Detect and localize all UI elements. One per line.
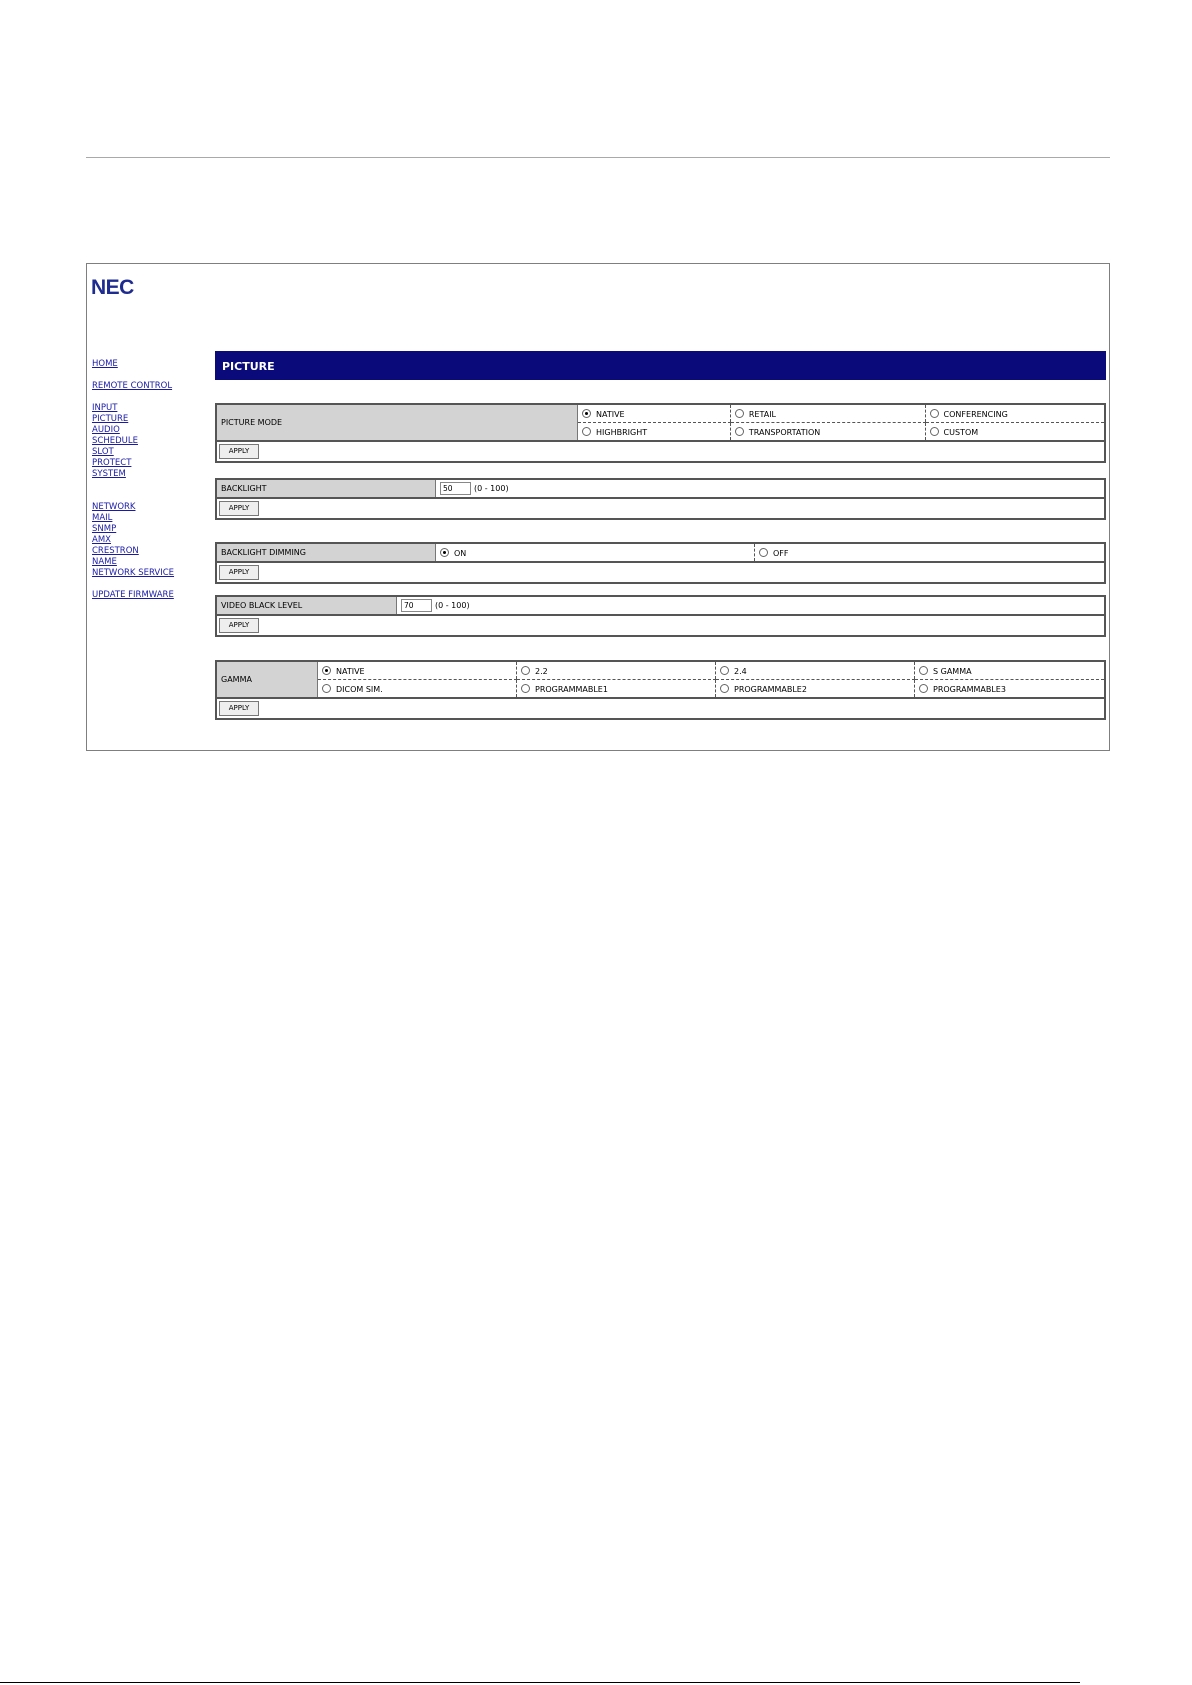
backlight-dimming-panel — [215, 542, 1106, 584]
nav-input-link[interactable]: INPUT — [92, 403, 118, 413]
gamma-option-2-2[interactable]: 2.2 — [517, 662, 716, 680]
gamma-option-programmable3[interactable]: PROGRAMMABLE3 — [915, 680, 1105, 698]
nav-slot-link[interactable]: SLOT — [92, 447, 114, 457]
video-black-level-apply-button[interactable]: APPLY — [219, 618, 259, 633]
video-black-level-label: VIDEO BLACK LEVEL — [217, 597, 397, 614]
radio-selected-icon[interactable] — [322, 666, 331, 675]
radio-selected-icon[interactable] — [440, 548, 449, 557]
nav-protect-link[interactable]: PROTECT — [92, 458, 132, 468]
nav-mail-link[interactable]: MAIL — [92, 513, 113, 523]
picture-mode-option-native[interactable]: NATIVE — [578, 405, 731, 423]
picture-mode-option-retail[interactable]: RETAIL — [730, 405, 925, 423]
backlight-dimming-option-on[interactable]: ON — [436, 544, 755, 561]
radio-icon[interactable] — [735, 427, 744, 436]
gamma-option-2-4[interactable]: 2.4 — [716, 662, 915, 680]
nav-update-firmware-link[interactable]: UPDATE FIRMWARE — [92, 590, 174, 600]
sidebar-nav — [92, 359, 212, 601]
radio-icon[interactable] — [322, 684, 331, 693]
radio-icon[interactable] — [521, 666, 530, 675]
gamma-option-s-gamma[interactable]: S GAMMA — [915, 662, 1105, 680]
backlight-panel — [215, 478, 1106, 520]
nav-system-link[interactable]: SYSTEM — [92, 469, 126, 479]
nav-remote-control-link[interactable]: REMOTE CONTROL — [92, 381, 173, 391]
video-black-level-input[interactable]: 70 — [401, 599, 432, 612]
nec-logo: NEC — [91, 276, 134, 299]
nav-network-link[interactable]: NETWORK — [92, 502, 136, 512]
web-ui-frame — [86, 263, 1110, 751]
nav-crestron-link[interactable]: CRESTRON — [92, 546, 139, 556]
radio-icon[interactable] — [521, 684, 530, 693]
backlight-range: (0 - 100) — [474, 484, 509, 493]
picture-mode-option-conferencing[interactable]: CONFERENCING — [925, 405, 1104, 423]
backlight-dimming-option-off[interactable]: OFF — [755, 544, 1105, 561]
nav-audio-link[interactable]: AUDIO — [92, 425, 120, 435]
backlight-dimming-apply-button[interactable]: APPLY — [219, 565, 259, 580]
nav-home-link[interactable]: HOME — [92, 359, 118, 369]
video-black-level-panel — [215, 595, 1106, 637]
nav-amx-link[interactable]: AMX — [92, 535, 111, 545]
radio-icon[interactable] — [759, 548, 768, 557]
nav-schedule-link[interactable]: SCHEDULE — [92, 436, 138, 446]
backlight-apply-button[interactable]: APPLY — [219, 501, 259, 516]
nav-snmp-link[interactable]: SNMP — [92, 524, 117, 534]
bottom-divider — [0, 1682, 1080, 1683]
radio-icon[interactable] — [720, 666, 729, 675]
radio-icon[interactable] — [582, 427, 591, 436]
gamma-label: GAMMA — [217, 662, 318, 697]
radio-icon[interactable] — [720, 684, 729, 693]
picture-mode-apply-button[interactable]: APPLY — [219, 444, 259, 459]
picture-mode-option-highbright[interactable]: HIGHBRIGHT — [578, 423, 731, 441]
radio-icon[interactable] — [735, 409, 744, 418]
gamma-option-native[interactable]: NATIVE — [318, 662, 517, 680]
radio-icon[interactable] — [919, 684, 928, 693]
gamma-option-programmable2[interactable]: PROGRAMMABLE2 — [716, 680, 915, 698]
picture-mode-table — [217, 405, 1104, 440]
video-black-level-range: (0 - 100) — [435, 601, 470, 610]
radio-icon[interactable] — [919, 666, 928, 675]
main-content — [215, 351, 1106, 712]
gamma-option-programmable1[interactable]: PROGRAMMABLE1 — [517, 680, 716, 698]
backlight-label: BACKLIGHT — [217, 480, 436, 497]
picture-mode-label: PICTURE MODE — [217, 405, 578, 440]
picture-mode-option-custom[interactable]: CUSTOM — [925, 423, 1104, 441]
gamma-option-dicom-sim[interactable]: DICOM SIM. — [318, 680, 517, 698]
nav-network-service-link[interactable]: NETWORK SERVICE — [92, 568, 175, 578]
page-title: PICTURE — [215, 351, 1106, 380]
backlight-dimming-label: BACKLIGHT DIMMING — [217, 544, 436, 561]
gamma-panel — [215, 660, 1106, 720]
top-divider — [86, 157, 1110, 158]
nav-picture-link[interactable]: PICTURE — [92, 414, 129, 424]
radio-icon[interactable] — [930, 409, 939, 418]
nav-name-link[interactable]: NAME — [92, 557, 117, 567]
picture-mode-option-transportation[interactable]: TRANSPORTATION — [730, 423, 925, 441]
gamma-apply-button[interactable]: APPLY — [219, 701, 259, 716]
radio-selected-icon[interactable] — [582, 409, 591, 418]
radio-icon[interactable] — [930, 427, 939, 436]
picture-mode-panel — [215, 403, 1106, 463]
backlight-input[interactable]: 50 — [440, 482, 471, 495]
